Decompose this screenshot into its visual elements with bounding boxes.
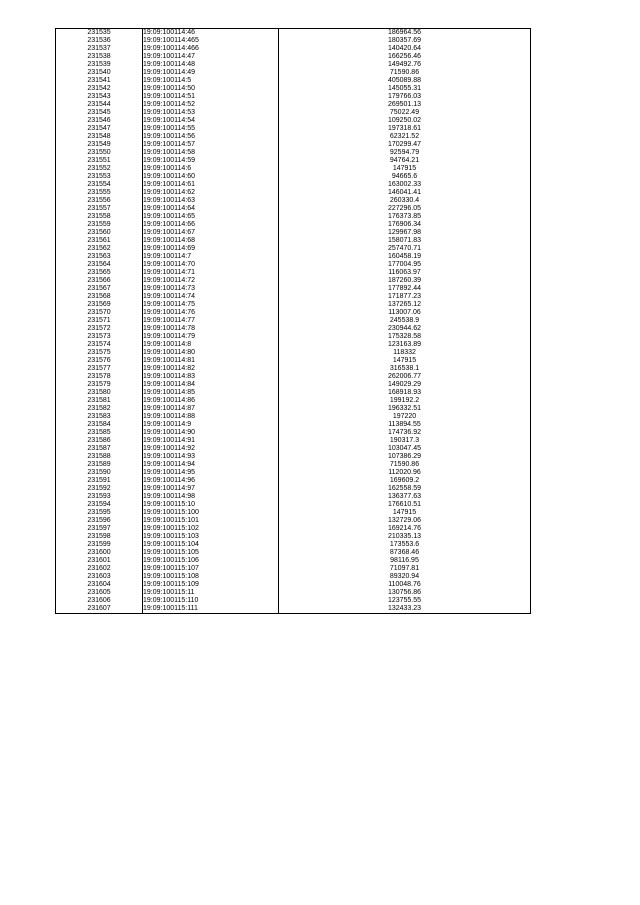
row-id-cell: 231560 xyxy=(56,229,143,237)
row-timestamp-cell: 19:09:100114:466 xyxy=(143,45,279,53)
table-row xyxy=(56,317,531,325)
row-timestamp-cell: 19:09:100114:71 xyxy=(143,269,279,277)
table-row xyxy=(56,557,531,565)
row-timestamp-cell: 19:09:100115:104 xyxy=(143,541,279,549)
table-row xyxy=(56,45,531,53)
row-value-cell: 147915 xyxy=(279,509,531,517)
row-id-cell: 231557 xyxy=(56,205,143,213)
row-timestamp-cell: 19:09:100115:109 xyxy=(143,581,279,589)
table-row xyxy=(56,173,531,181)
row-id-cell: 231553 xyxy=(56,173,143,181)
row-timestamp-cell: 19:09:100114:49 xyxy=(143,69,279,77)
row-value-cell: 169609.2 xyxy=(279,477,531,485)
row-value-cell: 71097.81 xyxy=(279,565,531,573)
row-timestamp-cell: 19:09:100114:74 xyxy=(143,293,279,301)
row-id-cell: 231568 xyxy=(56,293,143,301)
row-value-cell: 62321.52 xyxy=(279,133,531,141)
row-value-cell: 145055.31 xyxy=(279,85,531,93)
table-row xyxy=(56,333,531,341)
row-timestamp-cell: 19:09:100114:87 xyxy=(143,405,279,413)
row-id-cell: 231600 xyxy=(56,549,143,557)
row-timestamp-cell: 19:09:100115:107 xyxy=(143,565,279,573)
row-timestamp-cell: 19:09:100114:85 xyxy=(143,389,279,397)
table-row xyxy=(56,605,531,614)
row-value-cell: 146041.41 xyxy=(279,189,531,197)
table-row xyxy=(56,517,531,525)
table-row xyxy=(56,509,531,517)
table-row xyxy=(56,29,531,38)
row-id-cell: 231550 xyxy=(56,149,143,157)
table-row xyxy=(56,549,531,557)
row-value-cell: 163002.33 xyxy=(279,181,531,189)
row-id-cell: 231587 xyxy=(56,445,143,453)
row-timestamp-cell: 19:09:100114:72 xyxy=(143,277,279,285)
row-timestamp-cell: 19:09:100114:70 xyxy=(143,261,279,269)
row-timestamp-cell: 19:09:100115:106 xyxy=(143,557,279,565)
table-row xyxy=(56,101,531,109)
table-row xyxy=(56,485,531,493)
row-id-cell: 231541 xyxy=(56,77,143,85)
row-timestamp-cell: 19:09:100114:80 xyxy=(143,349,279,357)
table-row xyxy=(56,189,531,197)
row-id-cell: 231607 xyxy=(56,605,143,614)
row-value-cell: 112020.96 xyxy=(279,469,531,477)
row-id-cell: 231597 xyxy=(56,525,143,533)
row-id-cell: 231556 xyxy=(56,197,143,205)
table-row xyxy=(56,437,531,445)
row-value-cell: 196332.51 xyxy=(279,405,531,413)
table-row xyxy=(56,221,531,229)
table-row xyxy=(56,117,531,125)
row-timestamp-cell: 19:09:100115:105 xyxy=(143,549,279,557)
row-value-cell: 147915 xyxy=(279,357,531,365)
table-body xyxy=(56,29,531,614)
row-timestamp-cell: 19:09:100114:98 xyxy=(143,493,279,501)
row-id-cell: 231561 xyxy=(56,237,143,245)
row-value-cell: 118332 xyxy=(279,349,531,357)
table-row xyxy=(56,373,531,381)
row-value-cell: 149029.29 xyxy=(279,381,531,389)
row-timestamp-cell: 19:09:100115:110 xyxy=(143,597,279,605)
row-value-cell: 169214.76 xyxy=(279,525,531,533)
row-timestamp-cell: 19:09:100114:46 xyxy=(143,29,279,38)
table-row xyxy=(56,133,531,141)
row-value-cell: 170299.47 xyxy=(279,141,531,149)
table-row xyxy=(56,597,531,605)
row-id-cell: 231590 xyxy=(56,469,143,477)
row-id-cell: 231603 xyxy=(56,573,143,581)
table-row xyxy=(56,261,531,269)
row-id-cell: 231559 xyxy=(56,221,143,229)
row-id-cell: 231573 xyxy=(56,333,143,341)
table-row xyxy=(56,181,531,189)
row-id-cell: 231549 xyxy=(56,141,143,149)
table-row xyxy=(56,405,531,413)
table-row xyxy=(56,85,531,93)
row-value-cell: 260330.4 xyxy=(279,197,531,205)
row-timestamp-cell: 19:09:100114:62 xyxy=(143,189,279,197)
row-id-cell: 231558 xyxy=(56,213,143,221)
row-id-cell: 231585 xyxy=(56,429,143,437)
row-timestamp-cell: 19:09:100115:108 xyxy=(143,573,279,581)
row-value-cell: 113007.06 xyxy=(279,309,531,317)
table-row xyxy=(56,493,531,501)
row-value-cell: 173553.6 xyxy=(279,541,531,549)
row-id-cell: 231539 xyxy=(56,61,143,69)
row-id-cell: 231538 xyxy=(56,53,143,61)
table-row xyxy=(56,197,531,205)
row-id-cell: 231543 xyxy=(56,93,143,101)
row-value-cell: 136377.63 xyxy=(279,493,531,501)
row-value-cell: 87368.46 xyxy=(279,549,531,557)
row-id-cell: 231536 xyxy=(56,37,143,45)
row-value-cell: 123755.55 xyxy=(279,597,531,605)
table-row xyxy=(56,525,531,533)
row-id-cell: 231593 xyxy=(56,493,143,501)
row-id-cell: 231605 xyxy=(56,589,143,597)
row-timestamp-cell: 19:09:100114:65 xyxy=(143,213,279,221)
row-id-cell: 231598 xyxy=(56,533,143,541)
row-id-cell: 231577 xyxy=(56,365,143,373)
row-id-cell: 231583 xyxy=(56,413,143,421)
row-id-cell: 231562 xyxy=(56,245,143,253)
row-timestamp-cell: 19:09:100115:103 xyxy=(143,533,279,541)
table-row xyxy=(56,573,531,581)
row-value-cell: 186964.56 xyxy=(279,29,531,38)
row-id-cell: 231537 xyxy=(56,45,143,53)
row-id-cell: 231581 xyxy=(56,397,143,405)
table-row xyxy=(56,581,531,589)
row-value-cell: 140420.64 xyxy=(279,45,531,53)
table-row xyxy=(56,229,531,237)
row-id-cell: 231589 xyxy=(56,461,143,469)
row-id-cell: 231586 xyxy=(56,437,143,445)
table-row xyxy=(56,253,531,261)
row-value-cell: 94764.21 xyxy=(279,157,531,165)
row-value-cell: 137265.12 xyxy=(279,301,531,309)
table-row xyxy=(56,389,531,397)
row-timestamp-cell: 19:09:100114:96 xyxy=(143,477,279,485)
row-value-cell: 158071.83 xyxy=(279,237,531,245)
table-row xyxy=(56,477,531,485)
row-timestamp-cell: 19:09:100114:58 xyxy=(143,149,279,157)
row-timestamp-cell: 19:09:100114:64 xyxy=(143,205,279,213)
row-value-cell: 75022.49 xyxy=(279,109,531,117)
row-value-cell: 197318.61 xyxy=(279,125,531,133)
table-row xyxy=(56,341,531,349)
row-id-cell: 231588 xyxy=(56,453,143,461)
row-value-cell: 199192.2 xyxy=(279,397,531,405)
row-value-cell: 210335.13 xyxy=(279,533,531,541)
table-row xyxy=(56,325,531,333)
table-row xyxy=(56,141,531,149)
row-value-cell: 180357.69 xyxy=(279,37,531,45)
row-value-cell: 245538.9 xyxy=(279,317,531,325)
table-row xyxy=(56,205,531,213)
table-row xyxy=(56,413,531,421)
table-row xyxy=(56,357,531,365)
row-timestamp-cell: 19:09:100114:91 xyxy=(143,437,279,445)
table-row xyxy=(56,37,531,45)
table-row xyxy=(56,429,531,437)
row-value-cell: 230944.62 xyxy=(279,325,531,333)
table-row xyxy=(56,501,531,509)
table-row xyxy=(56,245,531,253)
row-timestamp-cell: 19:09:100114:57 xyxy=(143,141,279,149)
row-value-cell: 257470.71 xyxy=(279,245,531,253)
row-timestamp-cell: 19:09:100114:92 xyxy=(143,445,279,453)
table-row xyxy=(56,461,531,469)
table-row xyxy=(56,213,531,221)
table-row xyxy=(56,69,531,77)
row-id-cell: 231601 xyxy=(56,557,143,565)
row-id-cell: 231552 xyxy=(56,165,143,173)
row-id-cell: 231548 xyxy=(56,133,143,141)
row-id-cell: 231554 xyxy=(56,181,143,189)
row-value-cell: 405089.88 xyxy=(279,77,531,85)
row-id-cell: 231602 xyxy=(56,565,143,573)
row-timestamp-cell: 19:09:100114:51 xyxy=(143,93,279,101)
row-timestamp-cell: 19:09:100114:78 xyxy=(143,325,279,333)
row-id-cell: 231565 xyxy=(56,269,143,277)
row-value-cell: 187260.39 xyxy=(279,277,531,285)
row-id-cell: 231596 xyxy=(56,517,143,525)
row-id-cell: 231564 xyxy=(56,261,143,269)
table-row xyxy=(56,397,531,405)
row-value-cell: 171877.23 xyxy=(279,293,531,301)
row-id-cell: 231567 xyxy=(56,285,143,293)
row-timestamp-cell: 19:09:100114:69 xyxy=(143,245,279,253)
row-value-cell: 132433.23 xyxy=(279,605,531,614)
row-value-cell: 269501.13 xyxy=(279,101,531,109)
table-row xyxy=(56,301,531,309)
table-row xyxy=(56,165,531,173)
row-value-cell: 71590.86 xyxy=(279,69,531,77)
row-value-cell: 174736.92 xyxy=(279,429,531,437)
row-timestamp-cell: 19:09:100114:47 xyxy=(143,53,279,61)
row-id-cell: 231540 xyxy=(56,69,143,77)
row-timestamp-cell: 19:09:100114:7 xyxy=(143,253,279,261)
row-value-cell: 92594.79 xyxy=(279,149,531,157)
table-row xyxy=(56,565,531,573)
row-value-cell: 175328.58 xyxy=(279,333,531,341)
table-row xyxy=(56,125,531,133)
row-value-cell: 166256.46 xyxy=(279,53,531,61)
row-timestamp-cell: 19:09:100114:53 xyxy=(143,109,279,117)
row-value-cell: 123163.89 xyxy=(279,341,531,349)
table-row xyxy=(56,149,531,157)
table-row xyxy=(56,237,531,245)
table-row xyxy=(56,293,531,301)
row-value-cell: 132729.06 xyxy=(279,517,531,525)
table-row xyxy=(56,309,531,317)
row-value-cell: 179766.03 xyxy=(279,93,531,101)
row-timestamp-cell: 19:09:100114:77 xyxy=(143,317,279,325)
row-value-cell: 168918.93 xyxy=(279,389,531,397)
row-timestamp-cell: 19:09:100114:59 xyxy=(143,157,279,165)
row-id-cell: 231582 xyxy=(56,405,143,413)
row-value-cell: 94665.6 xyxy=(279,173,531,181)
row-value-cell: 147915 xyxy=(279,165,531,173)
row-timestamp-cell: 19:09:100114:9 xyxy=(143,421,279,429)
row-id-cell: 231576 xyxy=(56,357,143,365)
data-table xyxy=(55,28,531,614)
table-row xyxy=(56,453,531,461)
row-timestamp-cell: 19:09:100114:68 xyxy=(143,237,279,245)
row-timestamp-cell: 19:09:100115:10 xyxy=(143,501,279,509)
row-value-cell: 149492.76 xyxy=(279,61,531,69)
row-value-cell: 113894.55 xyxy=(279,421,531,429)
row-id-cell: 231599 xyxy=(56,541,143,549)
row-timestamp-cell: 19:09:100114:79 xyxy=(143,333,279,341)
row-timestamp-cell: 19:09:100114:81 xyxy=(143,357,279,365)
row-timestamp-cell: 19:09:100114:75 xyxy=(143,301,279,309)
row-value-cell: 162558.59 xyxy=(279,485,531,493)
row-id-cell: 231566 xyxy=(56,277,143,285)
table-row xyxy=(56,349,531,357)
row-id-cell: 231535 xyxy=(56,29,143,38)
row-id-cell: 231574 xyxy=(56,341,143,349)
row-value-cell: 176906.34 xyxy=(279,221,531,229)
row-value-cell: 176373.85 xyxy=(279,213,531,221)
row-timestamp-cell: 19:09:100114:73 xyxy=(143,285,279,293)
row-id-cell: 231542 xyxy=(56,85,143,93)
row-id-cell: 231580 xyxy=(56,389,143,397)
row-id-cell: 231547 xyxy=(56,125,143,133)
row-timestamp-cell: 19:09:100114:82 xyxy=(143,365,279,373)
row-timestamp-cell: 19:09:100114:54 xyxy=(143,117,279,125)
row-value-cell: 197220 xyxy=(279,413,531,421)
row-id-cell: 231606 xyxy=(56,597,143,605)
table-row xyxy=(56,277,531,285)
row-id-cell: 231551 xyxy=(56,157,143,165)
table-row xyxy=(56,421,531,429)
row-value-cell: 316538.1 xyxy=(279,365,531,373)
row-value-cell: 89320.94 xyxy=(279,573,531,581)
row-id-cell: 231591 xyxy=(56,477,143,485)
row-value-cell: 116063.97 xyxy=(279,269,531,277)
row-id-cell: 231592 xyxy=(56,485,143,493)
table-row xyxy=(56,541,531,549)
row-timestamp-cell: 19:09:100114:61 xyxy=(143,181,279,189)
row-id-cell: 231579 xyxy=(56,381,143,389)
table-row xyxy=(56,589,531,597)
table-row xyxy=(56,285,531,293)
row-timestamp-cell: 19:09:100114:76 xyxy=(143,309,279,317)
row-value-cell: 160458.19 xyxy=(279,253,531,261)
row-timestamp-cell: 19:09:100114:97 xyxy=(143,485,279,493)
row-id-cell: 231569 xyxy=(56,301,143,309)
row-value-cell: 98116.95 xyxy=(279,557,531,565)
row-timestamp-cell: 19:09:100114:60 xyxy=(143,173,279,181)
row-timestamp-cell: 19:09:100114:5 xyxy=(143,77,279,85)
table-row xyxy=(56,77,531,85)
row-timestamp-cell: 19:09:100115:100 xyxy=(143,509,279,517)
row-id-cell: 231594 xyxy=(56,501,143,509)
row-value-cell: 71590.86 xyxy=(279,461,531,469)
row-timestamp-cell: 19:09:100114:48 xyxy=(143,61,279,69)
table-row xyxy=(56,533,531,541)
row-value-cell: 130756.86 xyxy=(279,589,531,597)
table-row xyxy=(56,365,531,373)
row-id-cell: 231575 xyxy=(56,349,143,357)
table-row xyxy=(56,445,531,453)
row-id-cell: 231555 xyxy=(56,189,143,197)
table-row xyxy=(56,157,531,165)
row-id-cell: 231584 xyxy=(56,421,143,429)
row-value-cell: 177892.44 xyxy=(279,285,531,293)
row-id-cell: 231545 xyxy=(56,109,143,117)
row-value-cell: 107386.29 xyxy=(279,453,531,461)
row-id-cell: 231544 xyxy=(56,101,143,109)
row-id-cell: 231563 xyxy=(56,253,143,261)
table-row xyxy=(56,61,531,69)
row-value-cell: 109250.02 xyxy=(279,117,531,125)
row-timestamp-cell: 19:09:100115:111 xyxy=(143,605,279,614)
row-timestamp-cell: 19:09:100114:67 xyxy=(143,229,279,237)
row-id-cell: 231570 xyxy=(56,309,143,317)
row-id-cell: 231604 xyxy=(56,581,143,589)
row-timestamp-cell: 19:09:100114:95 xyxy=(143,469,279,477)
row-timestamp-cell: 19:09:100114:86 xyxy=(143,397,279,405)
row-timestamp-cell: 19:09:100114:465 xyxy=(143,37,279,45)
row-value-cell: 262006.77 xyxy=(279,373,531,381)
row-timestamp-cell: 19:09:100115:102 xyxy=(143,525,279,533)
row-timestamp-cell: 19:09:100114:55 xyxy=(143,125,279,133)
table-row xyxy=(56,381,531,389)
row-timestamp-cell: 19:09:100115:11 xyxy=(143,589,279,597)
table-row xyxy=(56,469,531,477)
row-timestamp-cell: 19:09:100114:90 xyxy=(143,429,279,437)
table-row xyxy=(56,93,531,101)
row-timestamp-cell: 19:09:100114:6 xyxy=(143,165,279,173)
row-timestamp-cell: 19:09:100114:63 xyxy=(143,197,279,205)
row-timestamp-cell: 19:09:100114:52 xyxy=(143,101,279,109)
row-timestamp-cell: 19:09:100114:83 xyxy=(143,373,279,381)
row-timestamp-cell: 19:09:100114:93 xyxy=(143,453,279,461)
row-timestamp-cell: 19:09:100115:101 xyxy=(143,517,279,525)
row-timestamp-cell: 19:09:100114:88 xyxy=(143,413,279,421)
row-timestamp-cell: 19:09:100114:8 xyxy=(143,341,279,349)
row-id-cell: 231572 xyxy=(56,325,143,333)
row-value-cell: 227296.05 xyxy=(279,205,531,213)
row-timestamp-cell: 19:09:100114:66 xyxy=(143,221,279,229)
row-value-cell: 129967.98 xyxy=(279,229,531,237)
row-value-cell: 176610.51 xyxy=(279,501,531,509)
row-timestamp-cell: 19:09:100114:84 xyxy=(143,381,279,389)
row-value-cell: 110048.76 xyxy=(279,581,531,589)
table-row xyxy=(56,109,531,117)
row-id-cell: 231595 xyxy=(56,509,143,517)
row-timestamp-cell: 19:09:100114:50 xyxy=(143,85,279,93)
row-id-cell: 231578 xyxy=(56,373,143,381)
row-value-cell: 103047.45 xyxy=(279,445,531,453)
row-id-cell: 231546 xyxy=(56,117,143,125)
table-row xyxy=(56,53,531,61)
row-value-cell: 177004.95 xyxy=(279,261,531,269)
row-timestamp-cell: 19:09:100114:56 xyxy=(143,133,279,141)
row-id-cell: 231571 xyxy=(56,317,143,325)
table-row xyxy=(56,269,531,277)
row-value-cell: 190317.3 xyxy=(279,437,531,445)
row-timestamp-cell: 19:09:100114:94 xyxy=(143,461,279,469)
